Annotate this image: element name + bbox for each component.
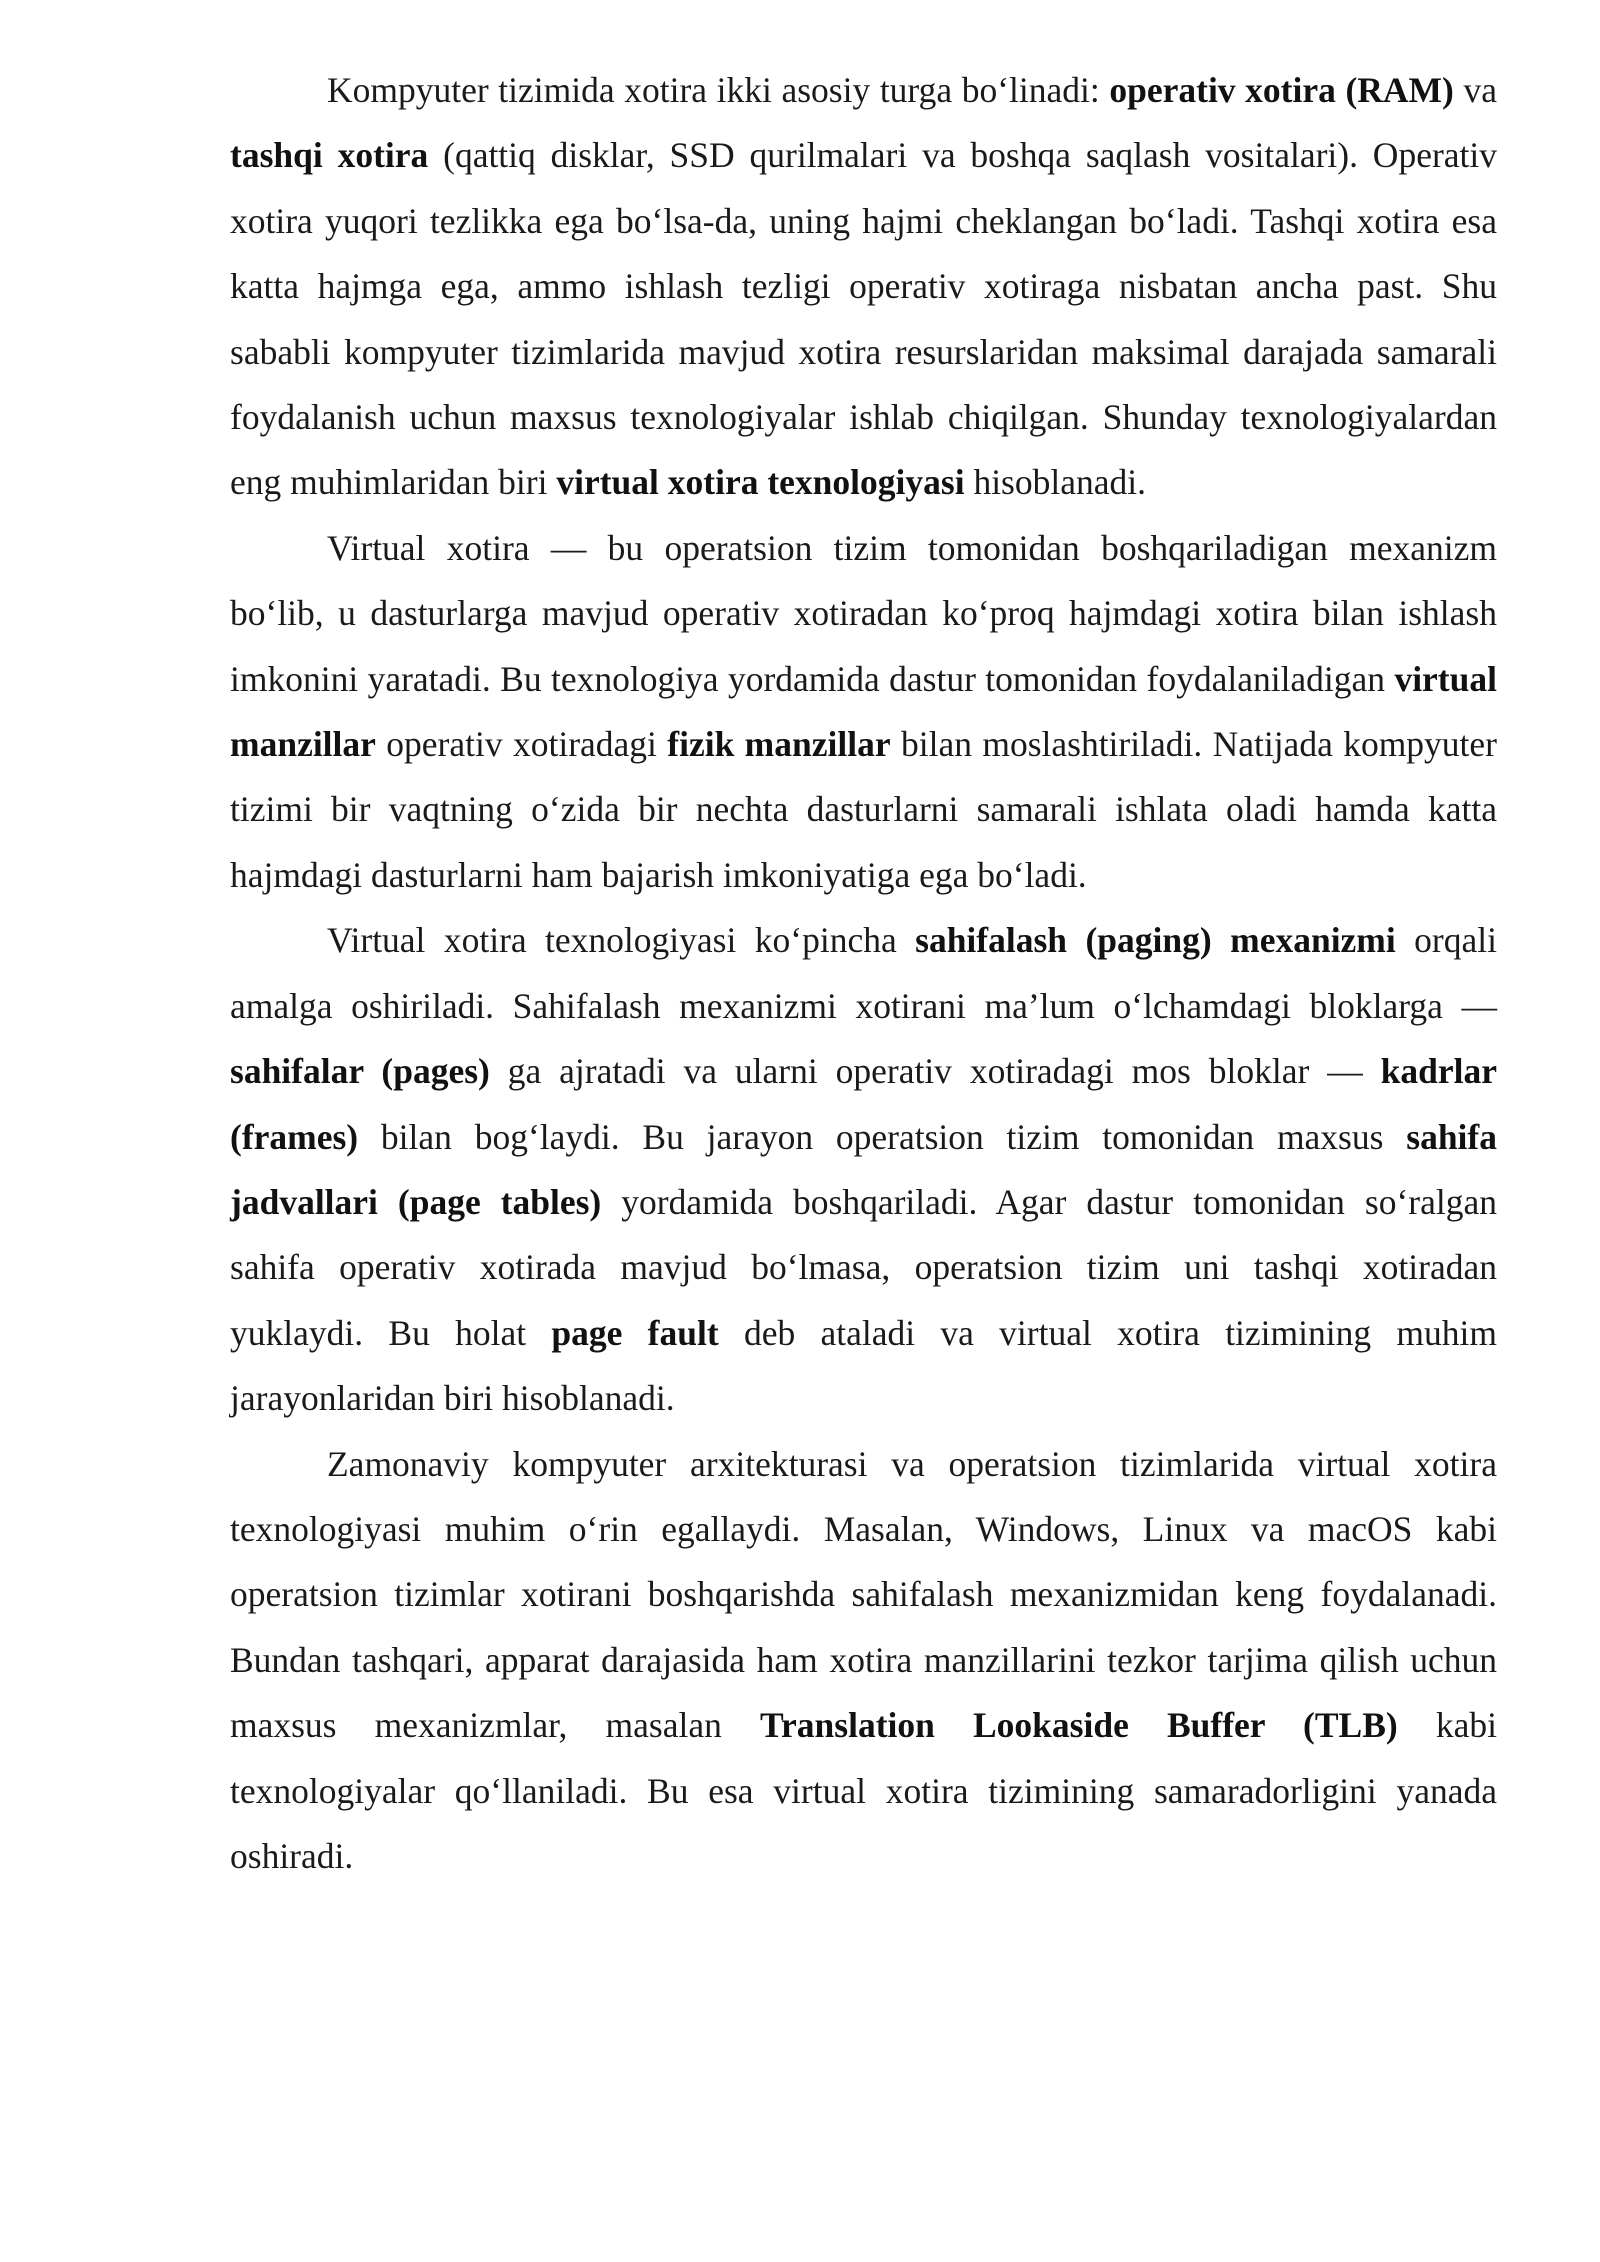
text-segment: Zamonaviy kompyuter arxitekturasi va operatsion tizimlarida virtual xotira texnologiyasi muhim o‘rin egallaydi. Masalan, Windows, Linux va macOS kabi operatsion tizimlar xotirani boshqarishda sahifalash mexanizmidan keng foydalanadi. Bundan tashqari, apparat darajasida ham xotira manzillarini tezkor tarjima qilish uchun maxsus mexanizmlar, masalan <box>230 1443 1497 1746</box>
bold-term: sahifa jadvallari (page tables) <box>230 1116 1497 1222</box>
bold-term: tashqi xotira <box>230 135 429 176</box>
bold-term: virtual manzillar <box>230 658 1497 765</box>
text-segment: bilan moslashtiriladi. Natijada kompyuter tizimi bir vaqtning o‘zida bir nechta dasturlarni samarali ishlata oladi hamda katta hajmdagi dasturlarni ham bajarish imkoniyatiga ega bo‘ladi. <box>230 724 1497 895</box>
bold-term: sahifalash (paging) mexanizmi <box>915 920 1396 961</box>
bold-term: page fault <box>551 1312 719 1353</box>
text-segment: (qattiq disklar, SSD qurilmalari va boshqa saqlash vositalari). Operativ xotira yuqori tezlikka ega bo‘lsa-da, uning hajmi cheklangan bo‘ladi. Tashqi xotira esa katta hajmga ega, ammo ishlash tezligi operativ xotiraga nisbatan ancha past. Shu sababli kompyuter tizimlarida mavjud xotira resurslaridan maksimal darajada samarali foydalanish uchun maxsus texnologiyalar ishlab chiqilgan. Shunday texnologiyalardan eng muhimlaridan biri <box>230 135 1498 503</box>
text-segment: operativ xotiradagi <box>375 724 668 765</box>
bold-term: operativ xotira (RAM) <box>1109 70 1454 110</box>
text-segment: yordamida boshqariladi. Agar dastur tomonidan so‘ralgan sahifa operativ xotirada mavjud bo‘lmasa, operatsion tizim uni tashqi xotiradan yuklaydi. Bu holat <box>230 1181 1497 1353</box>
bold-term: sahifalar (pages) <box>230 1051 490 1092</box>
paragraph-memory-types <box>230 58 1497 516</box>
document-page <box>230 58 1497 1889</box>
text-segment: Virtual xotira texnologiyasi ko‘pincha <box>327 920 916 961</box>
text-segment: Virtual xotira — bu operatsion tizim tomonidan boshqariladigan mexanizm bo‘lib, u dasturlarga mavjud operativ xotiradan ko‘proq hajmdagi xotira bilan ishlash imkonini yaratadi. Bu texnologiya yordamida dastur tomonidan foydalaniladigan <box>230 527 1497 699</box>
text-segment: deb ataladi va virtual xotira tizimining muhim jarayonlaridan biri hisoblanadi. <box>230 1312 1497 1419</box>
bold-term: fizik manzillar <box>667 724 891 765</box>
text-segment: bilan bog‘laydi. Bu jarayon operatsion tizim tomonidan maxsus <box>358 1116 1407 1157</box>
text-segment: va <box>1453 70 1497 110</box>
bold-term: virtual xotira texnologiyasi <box>556 462 965 503</box>
paragraph-virtual-memory-definition <box>230 516 1497 908</box>
bold-term: kadrlar (frames) <box>230 1051 1497 1157</box>
text-segment: hisoblanadi. <box>964 462 1146 503</box>
paragraph-modern-architecture <box>230 1432 1497 1890</box>
text-segment: Kompyuter tizimida xotira ikki asosiy turga bo‘linadi: <box>327 70 1110 110</box>
text-segment: kabi texnologiyalar qo‘llaniladi. Bu esa virtual xotira tizimining samaradorligini yanada oshiradi. <box>230 1705 1497 1876</box>
paragraph-paging-mechanism <box>230 908 1497 1431</box>
bold-term: Translation Lookaside Buffer (TLB) <box>759 1705 1398 1746</box>
text-segment: orqali amalga oshiriladi. Sahifalash mexanizmi xotirani ma’lum o‘lchamdagi bloklarga — <box>230 920 1497 1026</box>
text-segment: ga ajratadi va ularni operativ xotiradagi mos bloklar — <box>489 1051 1381 1092</box>
